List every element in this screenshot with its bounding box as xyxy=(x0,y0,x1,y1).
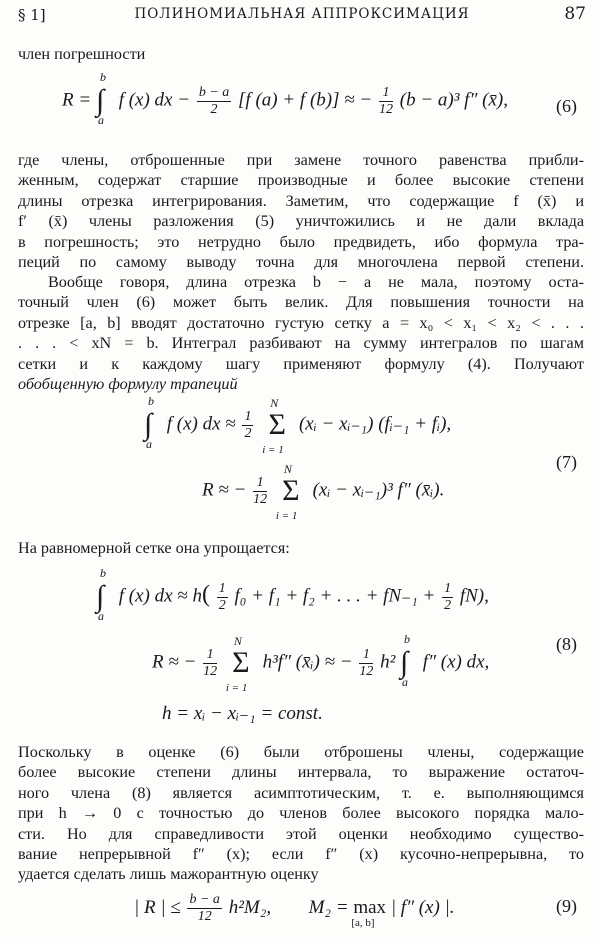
denominator: 12 xyxy=(379,101,393,117)
eq8-remainder-tail: f″ (x) dx, xyxy=(422,651,490,673)
denominator: 2 xyxy=(244,425,252,441)
eq8-body: f₀ + f₁ + f₂ + . . . + fN₋₁ + xyxy=(234,585,436,607)
text-line: ного члена (8) является асимптотическим, т. е. выполняющимся xyxy=(18,783,584,802)
sum-lower-limit: i = 1 xyxy=(225,682,248,694)
sum-sign: Σ N i = 1 xyxy=(262,396,286,456)
text-line: пеций по самому выводу точна для многочлена первой степени. xyxy=(18,253,584,272)
equation-8-line-3 xyxy=(162,702,323,725)
text-line: где члены, отброшенные при замене точного равенства прибли- xyxy=(18,151,584,169)
integral-sign: ∫ b a xyxy=(144,394,154,451)
integral-upper-limit: b xyxy=(148,394,154,408)
sum-upper-limit: N xyxy=(270,396,279,410)
text-line: удается сделать лишь мажорантную оценку xyxy=(18,865,319,884)
denominator: 2 xyxy=(218,597,226,613)
equation-number: (9) xyxy=(556,896,577,916)
eq8-remainder-mid: h³f″ (x̄ᵢ) ≈ − xyxy=(262,651,353,673)
numerator: b − a xyxy=(189,892,220,907)
paragraph-3 xyxy=(18,538,584,558)
numerator: 1 xyxy=(359,647,373,664)
text-line: точный член (6) может быть велик. Для повышения точности на xyxy=(18,293,584,312)
text-line: отрезке [a, b] вводят достаточно густую сетку a = x₀ < x₁ < x₂ < . . . xyxy=(18,313,584,332)
page-header xyxy=(18,4,586,26)
equation-9 xyxy=(134,892,455,929)
eq6-tail: (b − a)³ f″ (x̄), xyxy=(399,89,508,111)
italic-phrase: обобщенную формулу трапеций xyxy=(18,375,238,394)
sum-upper-limit: N xyxy=(283,462,292,476)
running-title: ПОЛИНОМИАЛЬНАЯ АППРОКСИМАЦИЯ xyxy=(134,6,470,22)
eq9-lhs: | R | ≤ xyxy=(134,896,181,918)
numerator: 1 xyxy=(253,475,267,492)
text-line: женным, содержат старшие производные и более высокие степени xyxy=(18,171,584,190)
sum-upper-limit: N xyxy=(233,634,242,648)
integral-sign: ∫ b a xyxy=(400,632,411,689)
paragraph-1 xyxy=(18,150,584,272)
text-line: f′ (x̄) члены разложения (5) уничтожились и не дали вклада xyxy=(18,212,584,231)
sum-sign: Σ N i = 1 xyxy=(275,462,300,522)
sum-lower-limit: i = 1 xyxy=(262,444,284,456)
denominator: 12 xyxy=(203,663,218,679)
eq9-mid: h²M₂, xyxy=(228,896,272,918)
fraction xyxy=(379,85,393,118)
text-line: На равномерной сетке она упрощается: xyxy=(18,539,290,557)
equation-7-line-2 xyxy=(202,462,445,522)
eq6-lhs: R = xyxy=(62,89,92,111)
section-marker: § 1] xyxy=(18,6,46,24)
text-line: член погрешности xyxy=(18,45,146,63)
fraction xyxy=(217,581,228,614)
eq7-remainder-rhs: (xᵢ − xᵢ₋₁)³ f″ (x̄ᵢ). xyxy=(312,479,445,501)
equation-number: (8) xyxy=(556,634,577,654)
integral-upper-limit: b xyxy=(100,566,106,580)
eq8-lhs: f (x) dx ≈ h xyxy=(118,585,202,607)
denominator: 12 xyxy=(359,663,374,679)
text-line: вание непрерывной f″ (x); если f″ (x) кусочно-непрерывна, то xyxy=(18,845,584,864)
text-line: Вообще говоря, длина отрезка b − a не мала, поэтому оста- xyxy=(48,273,584,291)
text-line: сти. Но для справедливости этой оценки необходимо существо- xyxy=(18,824,584,843)
eq7-rhs: (xᵢ − xᵢ₋₁) (fᵢ₋₁ + fᵢ), xyxy=(298,413,452,435)
numerator: b − a xyxy=(198,84,230,100)
sum-sign: Σ N i = 1 xyxy=(225,634,250,694)
text-line: сетки и к каждому шагу применяют формулу (4). Получают xyxy=(18,354,584,373)
eq8-h-squared: h² xyxy=(380,651,396,673)
equation-6 xyxy=(62,70,508,127)
equation-8-line-2 xyxy=(152,632,490,694)
eq7-remainder-lhs: R ≈ − xyxy=(202,479,247,501)
eq8-tail: fN xyxy=(459,585,478,607)
text-line: при h → 0 с точностью до членов более высокого порядка мало- xyxy=(18,804,584,823)
integral-sign: ∫ b a xyxy=(96,566,106,623)
integral-upper-limit: b xyxy=(404,632,411,646)
numerator: 1 xyxy=(379,85,393,102)
numerator: 1 xyxy=(444,580,452,596)
equation-number: (6) xyxy=(556,96,577,116)
integral-upper-limit: b xyxy=(99,70,106,84)
max-label: max xyxy=(353,896,387,918)
numerator: 1 xyxy=(244,408,252,424)
text-line: . . . < xN = b. Интеграл разбивают на сумму интегралов по шагам xyxy=(18,334,584,353)
eq7-lhs: f (x) dx ≈ xyxy=(166,413,236,435)
integral-lower-limit: a xyxy=(97,113,104,127)
numerator: 1 xyxy=(218,580,226,596)
fraction xyxy=(197,85,231,118)
equation-number: (7) xyxy=(556,452,577,472)
eq8-remainder-lhs: R ≈ − xyxy=(152,651,197,673)
fraction xyxy=(242,409,253,442)
eq9-rhs: | f″ (x) |. xyxy=(390,896,455,918)
eq9-m2: M₂ = xyxy=(308,896,349,918)
integral-sign: ∫ b a xyxy=(95,70,106,127)
numerator: 1 xyxy=(203,647,217,664)
max-operator xyxy=(351,896,387,929)
text-line: в погрешность; это нетрудно было предвидеть, ибо формула тра- xyxy=(18,232,584,251)
denominator: 2 xyxy=(444,597,452,613)
eq8-step: h = xᵢ − xᵢ₋₁ = const. xyxy=(162,703,323,724)
paren-open: ( xyxy=(201,581,210,608)
text-line: длины отрезка интегрирования. Заметим, что содержащие f (x̄) и xyxy=(18,191,584,210)
fraction xyxy=(359,647,373,680)
max-subscript: [a, b] xyxy=(351,916,375,929)
integral-lower-limit: a xyxy=(402,675,409,689)
text-line: более высокие степени длины интервала, то выражение остаточ- xyxy=(18,763,584,782)
integral-lower-limit: a xyxy=(98,609,104,623)
page-number: 87 xyxy=(564,4,586,24)
integral-lower-limit: a xyxy=(146,437,152,451)
denominator: 12 xyxy=(197,909,212,924)
eq8-end: ), xyxy=(477,585,489,607)
eq6-bracket: [f (a) + f (b)] ≈ − xyxy=(238,89,373,111)
sum-lower-limit: i = 1 xyxy=(275,510,298,522)
paragraph-4 xyxy=(18,742,584,885)
denominator: 12 xyxy=(253,491,268,507)
fraction xyxy=(442,581,453,614)
equation-7-line-1 xyxy=(144,394,452,456)
intro-text xyxy=(18,44,584,64)
paragraph-2 xyxy=(18,272,584,394)
fraction xyxy=(187,892,221,925)
fraction xyxy=(253,475,267,508)
equation-8-line-1 xyxy=(96,566,489,623)
denominator: 2 xyxy=(210,101,218,117)
eq6-integrand: f (x) dx − xyxy=(118,89,191,111)
text-line: Поскольку в оценке (6) были отброшены члены, содержащие xyxy=(18,743,584,761)
fraction xyxy=(203,647,217,680)
